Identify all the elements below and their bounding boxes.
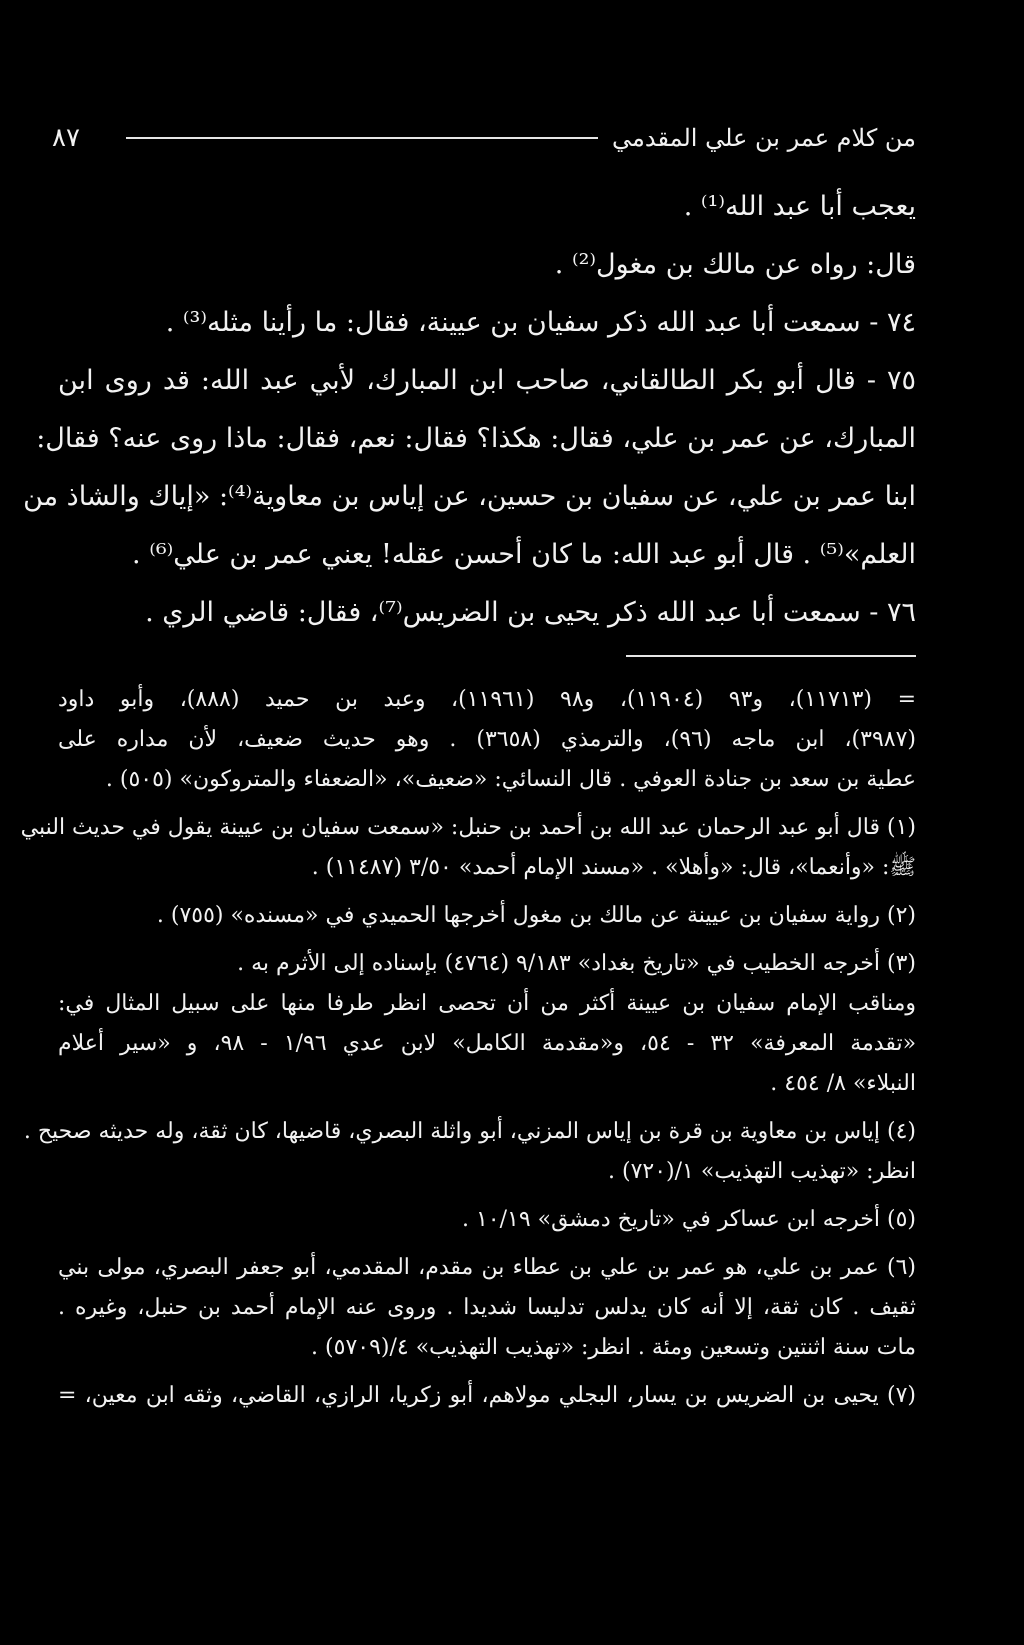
main-line: ابنا عمر بن علي، عن سفيان بن حسين، عن إياس بن معاوية⁽⁴⁾: «إياك والشاذ من xyxy=(23,481,916,512)
main-line: يعجب أبا عبد الله⁽¹⁾ . xyxy=(683,191,916,222)
footnote-line: (٧) يحيى بن الضريس بن يسار، البجلي مولاهم، أبو زكريا، الرازي، القاضي، وثقه ابن معين، = xyxy=(58,1383,916,1408)
page-number: ٨٧ xyxy=(52,123,80,153)
footnote-line: (٦) عمر بن علي، هو عمر بن علي بن عطاء بن مقدم، المقدمي، أبو جعفر البصري، مولى بني xyxy=(58,1255,916,1280)
header-rule xyxy=(126,137,598,139)
main-line: ٧٦ - سمعت أبا عبد الله ذكر يحيى بن الضريس⁽⁷⁾، فقال: قاضي الري . xyxy=(145,597,916,628)
footnote-line: مات سنة اثنتين وتسعين ومئة . انظر: «تهذيب التهذيب» ٤/(٥٧٠٩) . xyxy=(311,1335,916,1360)
footnote-line: = (١١٧١٣)، و٩٣ (١١٩٠٤)، و٩٨ (١١٩٦١)، وعبد بن حميد (٨٨٨)، وأبو داود xyxy=(58,687,917,712)
main-line: قال: رواه عن مالك بن مغول⁽²⁾ . xyxy=(554,249,916,280)
main-line: ٧٤ - سمعت أبا عبد الله ذكر سفيان بن عيينة، فقال: ما رأينا مثله⁽³⁾ . xyxy=(165,307,916,338)
main-line: المبارك، عن عمر بن علي، فقال: هكذا؟ فقال: نعم، فقال: ماذا روى عنه؟ فقال: xyxy=(36,423,916,454)
footnote-line: انظر: «تهذيب التهذيب» ١/(٧٢٠) . xyxy=(608,1159,916,1184)
footnote-line: (٥) أخرجه ابن عساكر في «تاريخ دمشق» ١٠/١٩ . xyxy=(461,1207,916,1232)
footnote-line: (٣) أخرجه الخطيب في «تاريخ بغداد» ٩/١٨٣ (٤٧٦٤) بإسناده إلى الأثرم به . xyxy=(237,951,916,976)
page-header xyxy=(52,118,916,158)
footnote-line: «تقدمة المعرفة» ٣٢ - ٥٤، و«مقدمة الكامل» لابن عدي ١/٩٦ - ٩٨، و «سير أعلام xyxy=(58,1031,917,1056)
main-line: ٧٥ - قال أبو بكر الطالقاني، صاحب ابن المبارك، لأبي عبد الله: قد روى ابن xyxy=(58,365,916,396)
footnote-line: ﷺ: «وأنعما»، قال: «وأهلا» . «مسند الإمام أحمد» ٣/٥٠ (١١٤٨٧) . xyxy=(311,855,916,880)
running-title: من كلام عمر بن علي المقدمي xyxy=(612,124,916,152)
main-line: العلم»⁽⁵⁾ . قال أبو عبد الله: ما كان أحسن عقله! يعني عمر بن علي⁽⁶⁾ . xyxy=(132,539,916,570)
main-text xyxy=(23,178,916,642)
footnote-line: (١) قال أبو عبد الرحمان عبد الله بن أحمد بن حنبل: «سمعت سفيان بن عيينة يقول في حديث النبي xyxy=(20,815,916,840)
footnotes xyxy=(20,680,917,1416)
footnote-separator xyxy=(626,655,916,657)
footnote-line: عطية بن سعد بن جنادة العوفي . قال النسائي: «ضعيف»، «الضعفاء والمتروكون» (٥٠٥) . xyxy=(105,767,916,792)
footnote-line: النبلاء» ٨/ ٤٥٤ . xyxy=(770,1071,916,1096)
footnote-line: (٣٩٨٧)، ابن ماجه (٩٦)، والترمذي (٣٦٥٨) . وهو حديث ضعيف، لأن مداره على xyxy=(58,727,916,752)
footnote-line: ثقيف . كان ثقة، إلا أنه كان يدلس تدليسا شديدا . وروى عنه الإمام أحمد بن حنبل، وغيره . xyxy=(58,1295,916,1320)
footnote-line: ومناقب الإمام سفيان بن عيينة أكثر من أن تحصى انظر طرفا منها على سبيل المثال في: xyxy=(58,991,916,1016)
footnote-line: (٢) رواية سفيان بن عيينة عن مالك بن مغول أخرجها الحميدي في «مسنده» (٧٥٥) . xyxy=(156,903,916,928)
footnote-line: (٤) إياس بن معاوية بن قرة بن إياس المزني، أبو واثلة البصري، قاضيها، كان ثقة، وله حديثه صحيح . xyxy=(23,1119,916,1144)
